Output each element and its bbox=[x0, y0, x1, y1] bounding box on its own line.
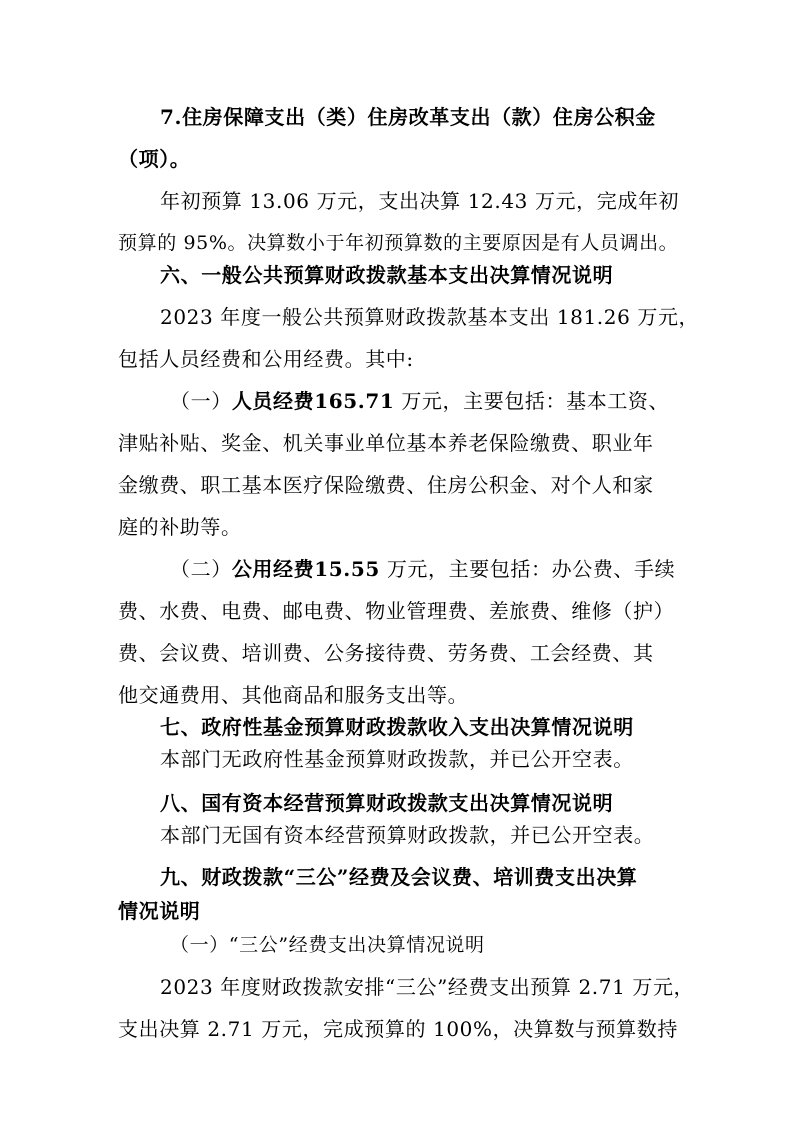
personnel-label: 人员经费 bbox=[231, 389, 315, 413]
item7-body-line1: 年初预算 13.06 万元，支出决算 12.43 万元，完成年初 bbox=[160, 189, 680, 213]
section-seven-body: 本部门无政府性基金预算财政拨款，并已公开空表。 bbox=[160, 747, 634, 771]
personnel-amount: 165.71 bbox=[314, 389, 395, 413]
personnel-prefix: （一） bbox=[170, 389, 232, 413]
item7-body-line2: 预算的 95%。决算数小于年初预算数的主要原因是有人员调出。 bbox=[118, 232, 679, 254]
personnel-expense-line1 bbox=[170, 387, 669, 415]
public-label: 公用经费 bbox=[231, 557, 315, 581]
public-expense-line2: 费、水费、电费、邮电费、物业管理费、差旅费、维修（护） bbox=[118, 599, 675, 623]
public-suffix: 万元，主要包括：办公费、手续 bbox=[379, 557, 676, 581]
personnel-expense-line2: 津贴补贴、奖金、机关事业单位基本养老保险缴费、职业年 bbox=[118, 431, 654, 455]
public-expense-line1 bbox=[170, 555, 675, 583]
item7-title-line1: 7.住房保障支出（类）住房改革支出（款）住房公积金 bbox=[160, 105, 656, 129]
public-prefix: （二） bbox=[170, 557, 232, 581]
section-nine-sub1: （一）“三公”经费支出决算情况说明 bbox=[170, 934, 485, 956]
personnel-expense-line4: 庭的补助等。 bbox=[118, 515, 242, 539]
section-eight-body: 本部门无国有资本经营预算财政拨款，并已公开空表。 bbox=[160, 823, 655, 847]
public-expense-line4: 他交通费用、其他商品和服务支出等。 bbox=[118, 683, 469, 707]
section-six-heading: 六、一般公共预算财政拨款基本支出决算情况说明 bbox=[160, 263, 614, 287]
personnel-suffix: 万元，主要包括：基本工资、 bbox=[394, 389, 670, 413]
section-six-body-line2: 包括人员经费和公用经费。其中: bbox=[118, 347, 414, 371]
section-nine-body-line1: 2023 年度财政拨款安排“三公”经费支出预算 2.71 万元， bbox=[160, 975, 695, 999]
public-expense-line3: 费、会议费、培训费、公务接待费、劳务费、工会经费、其 bbox=[118, 641, 654, 665]
section-seven-heading: 七、政府性基金预算财政拨款收入支出决算情况说明 bbox=[160, 715, 634, 739]
section-six-body-line1: 2023 年度一般公共预算财政拨款基本支出 181.26 万元， bbox=[160, 305, 700, 329]
section-eight-heading: 八、国有资本经营预算财政拨款支出决算情况说明 bbox=[160, 791, 614, 815]
section-nine-heading-line2: 情况说明 bbox=[118, 899, 201, 923]
public-amount: 15.55 bbox=[314, 557, 380, 581]
section-nine-body-line2: 支出决算 2.71 万元，完成预算的 100%，决算数与预算数持 bbox=[118, 1017, 678, 1041]
section-nine-heading-line1: 九、财政拨款“三公”经费及会议费、培训费支出决算 bbox=[160, 865, 638, 889]
personnel-expense-line3: 金缴费、职工基本医疗保险缴费、住房公积金、对个人和家 bbox=[118, 473, 654, 497]
item7-title-line2: （项）。 bbox=[118, 147, 191, 171]
